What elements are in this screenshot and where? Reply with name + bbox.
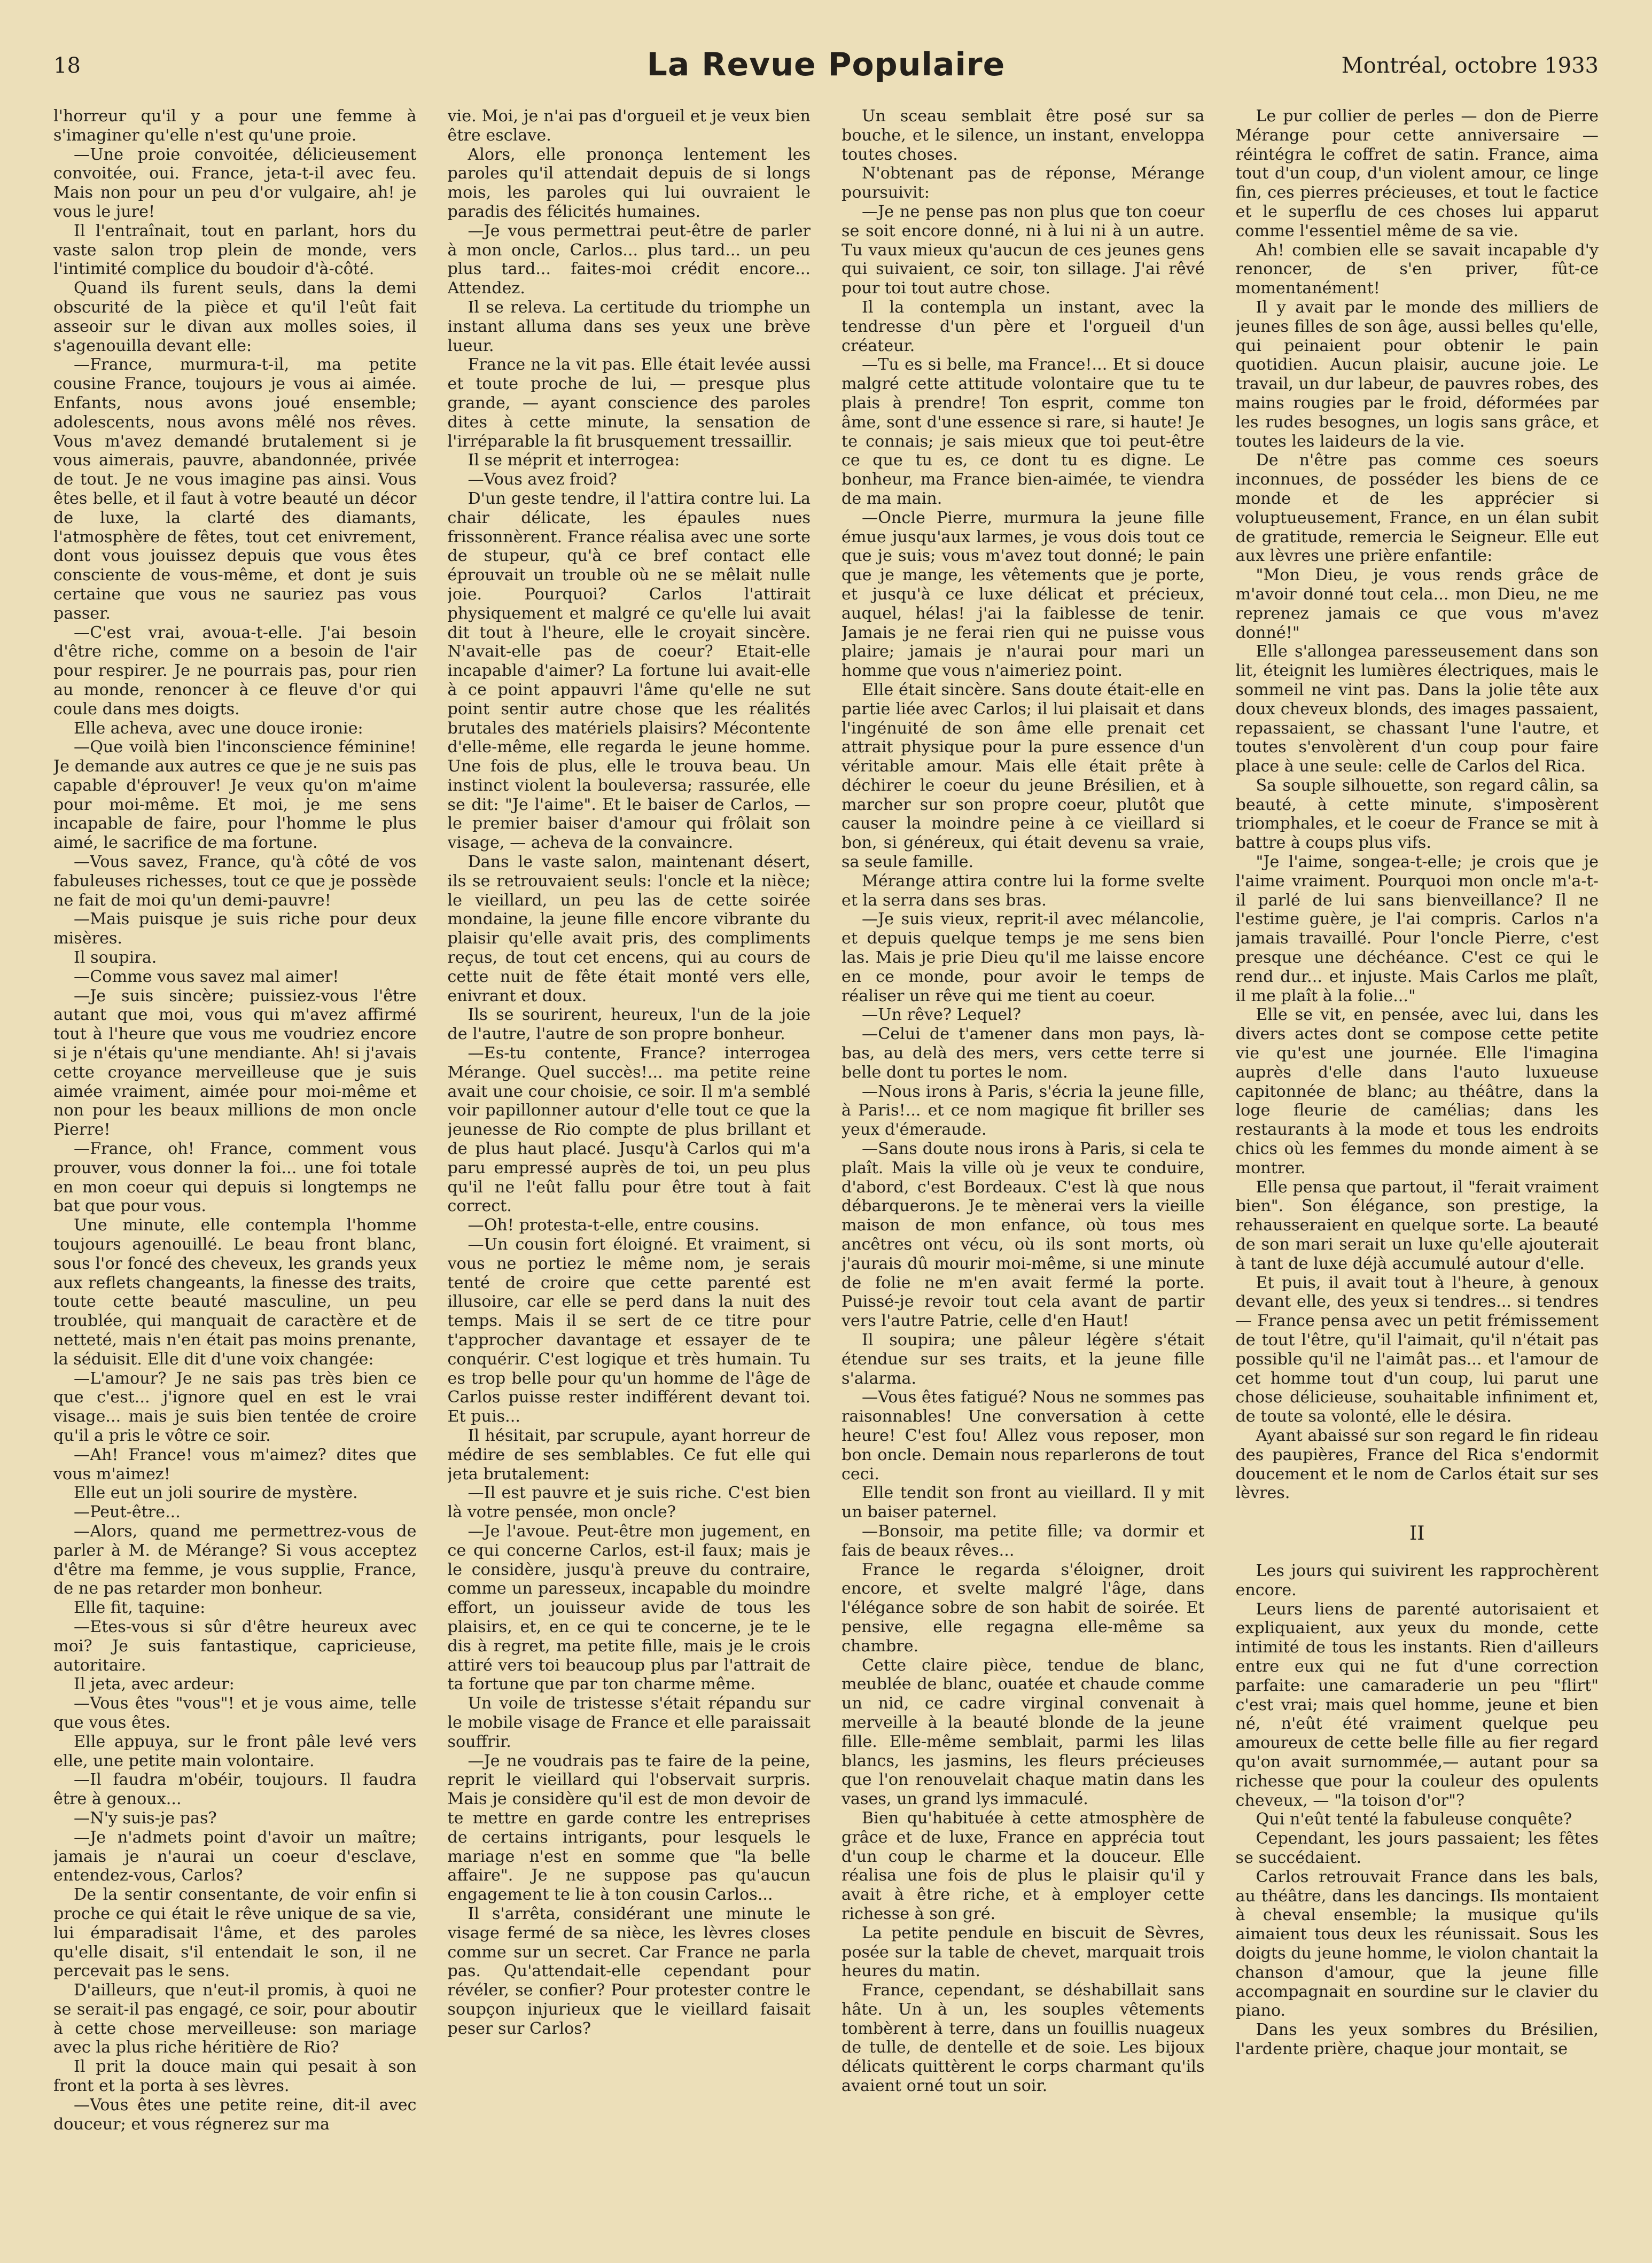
paragraph: Qui n'eût tenté la fabuleuse conquête? — [1256, 1810, 1572, 1829]
paragraph: Bien qu'habituée à cette atmosphère de grâce et de luxe, France en apprécia tout d'un coup le charme et la douceur. Elle réalisa une fois de plus le plaisir qu'il y avait à être riche, et à employer cette richesse à son gré. — [841, 1808, 1205, 1923]
paragraph: Le pur collier de perles — don de Pierre Mérange pour cette anniversaire — réintégra le coffret de satin. France, aima tout d'un coup, d'un violent amour, ce linge fin, ces pierres précieuses, et tout le factice et le superflu de ces choses lui apparut comme l'essentiel même de sa vie. — [1235, 107, 1599, 240]
paragraph: Il jeta, avec ardeur: — [74, 1675, 235, 1694]
text-column-4-part-2 — [1236, 1562, 1599, 2059]
page-number: 18 — [53, 53, 81, 78]
paragraph: Dans les yeux sombres du Brésilien, l'ardente prière, chaque jour montait, se — [1235, 2020, 1599, 2058]
paragraph: —France, murmura-t-il, ma petite cousine France, toujours je vous ai aimée. Enfants, nous avons joué ensemble; adolescents, nous avons mêlé nos rêves. Vous m'avez demandé brutalement si je vous aimerais, pauvre, abandonnée, privée de tout. Je ne vous imagine pas ainsi. Vous êtes belle, et il faut à votre beauté un décor de luxe, la clarté des diamants, l'atmosphère de fêtes, tout cet enivrement, dont vous jouissez depuis que vous êtes consciente de vous-même, et dont je suis certaine que vous ne sauriez pas vous passer. — [53, 355, 417, 623]
paragraph: Une minute, elle contempla l'homme toujours agenouillé. Le beau front blanc, sous l'or foncé des cheveux, les grands yeux aux reflets changeants, la finesse des traits, toute cette beauté masculine, un peu troublée, qui manquait de caractère et de netteté, mais n'en était pas moins prenante, la séduisit. Elle dit d'une voix changée: — [53, 1216, 417, 1369]
paragraph: Et puis, il avait tout à l'heure, à genoux devant elle, des yeux si tendres... si tendres — France pensa avec un petit frémissement de tout l'être, qu'il l'aimait, qu'il n'était pas possible qu'il ne l'aimât pas... et l'amour de cet homme tout d'un coup, lui parut une chose délicieuse, souhaitable infiniment et, de toute sa volonté, elle le désira. — [1235, 1273, 1599, 1426]
paragraph: —Comme vous savez mal aimer! — [74, 967, 339, 986]
paragraph: Il la contempla un instant, avec la tendresse d'un père et l'orgueil d'un créateur. — [841, 298, 1205, 355]
paragraph: France, cependant, se déshabillait sans hâte. Un à un, les souples vêtements tombèrent à terre, dans un fouillis nuageux de tulle, de dentelle et de soie. Les bijoux délicats quittèrent le corps charmant qu'ils avaient orné tout un soir. — [841, 1981, 1205, 2096]
paragraph: —Sans doute nous irons à Paris, si cela te plaît. Mais la ville où je veux te conduire, d'abord, c'est Bordeaux. C'est là que nous débarquerons. Je te mènerai vers la vieille maison de mon enfance, où tous mes ancêtres ont vécu, où ils sont morts, où j'aurais dû mourir moi-même, si une minute de folie ne m'en avait fermé la porte. Puissé-je revoir tout cela avant de partir vers l'autre Patrie, celle d'en Haut! — [841, 1140, 1205, 1331]
paragraph: Elle acheva, avec une douce ironie: — [74, 719, 363, 738]
paragraph: —Je suis sincère; puissiez-vous l'être autant que moi, vous qui m'avez affirmé tout à l'heure que vous me voudriez encore si je n'étais qu'une mendiante. Ah! si j'avais cette croyance merveilleuse que je suis aimée vraiment, aimée pour moi-même et non pour les beaux millions de mon oncle Pierre! — [53, 986, 417, 1140]
paragraph: De la sentir consentante, de voir enfin si proche ce qui était le rêve unique de sa vie, lui émparadisait l'âme, et des paroles qu'elle disait, s'il entendait le son, il ne percevait pas le sens. — [53, 1885, 417, 1981]
paragraph: —Il est pauvre et je suis riche. C'est bien là votre pensée, mon oncle? — [447, 1484, 811, 1522]
paragraph: Les jours qui suivirent les rapprochèrent encore. — [1235, 1561, 1599, 1599]
paragraph: France le regarda s'éloigner, droit encore, et svelte malgré l'âge, dans l'élégance sobre de son habit de soirée. Et pensive, elle regagna elle-même sa chambre. — [841, 1560, 1205, 1656]
paragraph: Carlos retrouvait France dans les bals, au théâtre, dans les dancings. Ils montaient à cheval ensemble; la musique qu'ils aimaient tous deux les réunissait. Sous les doigts du jeune homme, le violon chantait la chanson d'amour, que la jeune fille accompagnait en sourdine sur le clavier du piano. — [1235, 1867, 1599, 2020]
paragraph: Mérange attira contre lui la forme svelte et la serra dans ses bras. — [841, 871, 1205, 910]
paragraph: —Celui de t'amener dans mon pays, là-bas, au delà des mers, vers cette terre si belle dont tu portes le nom. — [841, 1025, 1205, 1082]
paragraph: —Peut-être... — [74, 1503, 181, 1522]
paragraph: —Que voilà bien l'inconscience féminine! Je demande aux autres ce que je ne suis pas capable d'éprouver! Je veux qu'on m'aime pour moi-même. Et moi, je me sens incapable de faire, pour l'homme le plus aimé, le sacrifice de ma fortune. — [53, 738, 417, 853]
text-column-1 — [53, 107, 417, 2238]
paragraph: Elle fit, taquine: — [74, 1598, 206, 1618]
paragraph: —Etes-vous si sûr d'être heureux avec moi? Je suis fantastique, capricieuse, autoritaire. — [53, 1617, 417, 1675]
paragraph: —Alors, quand me permettrez-vous de parler à M. de Mérange? Si vous acceptez d'être ma femme, je vous supplie, France, de ne pas retarder mon bonheur. — [53, 1521, 417, 1598]
paragraph: Il l'entraînait, tout en parlant, hors du vaste salon trop plein de monde, vers l'intimité complice du boudoir d'à-côté. — [53, 221, 417, 279]
paragraph: —Un rêve? Lequel? — [862, 1005, 1022, 1025]
paragraph: —L'amour? Je ne sais pas très bien ce que c'est... j'ignore quel en est le vrai visage... mais je suis bien tentée de croire qu'il a pris le vôtre ce soir. — [53, 1369, 417, 1445]
paragraph: —Nous irons à Paris, s'écria la jeune fille, à Paris!... et ce nom magique fit briller ses yeux d'émeraude. — [841, 1082, 1205, 1140]
paragraph: Ah! combien elle se savait incapable d'y renoncer, de s'en priver, fût-ce momentanément! — [1235, 240, 1599, 298]
paragraph: Dans le vaste salon, maintenant désert, ils se retrouvaient seuls: l'oncle et la nièce; le vieillard, un peu las de cette soirée mondaine, la jeune fille encore vibrante du plaisir qu'elle avait pris, des compliments reçus, de tout cet encens, qui au cours de cette nuit de fête était monté vers elle, enivrant et doux. — [447, 853, 811, 1005]
paragraph: Elle tendit son front au vieillard. Il y mit un baiser paternel. — [841, 1484, 1205, 1522]
paragraph: —Vous savez, France, qu'à côté de vos fabuleuses richesses, tout ce que je possède ne fait de moi qu'un demi-pauvre! — [53, 853, 417, 910]
paragraph: Cette claire pièce, tendue de blanc, meublée de blanc, ouatée et chaude comme un nid, ce cadre virginal convenait à merveille à la beauté blonde de la jeune fille. Elle-même semblait, parmi les lilas blancs, les jasmins, les fleurs précieuses que l'on renouvelait chaque matin dans les vases, un grand lys immaculé. — [841, 1656, 1205, 1809]
paragraph: La petite pendule en biscuit de Sèvres, posée sur la table de chevet, marquait trois heures du matin. — [841, 1923, 1205, 1981]
paragraph: Alors, elle prononça lentement les paroles qu'il attendait depuis de si longs mois, les paroles qui lui ouvraient le paradis des félicités humaines. — [447, 145, 811, 221]
page-header — [53, 46, 1599, 94]
paragraph: Elle eut un joli sourire de mystère. — [74, 1484, 358, 1503]
paragraph: —Un cousin fort éloigné. Et vraiment, si vous ne portiez le même nom, je serais tenté de croire que cette parenté est illusoire, car elle se perd dans la nuit des temps. Mais il se sert de ce titre pour t'approcher davantage et essayer de te conquérir. C'est logique et très humain. Tu es trop belle pour qu'un homme de l'âge de Carlos puisse rester indifférent devant toi. Et puis... — [447, 1235, 811, 1426]
paragraph: —Une proie convoitée, délicieusement convoitée, oui. France, jeta-t-il avec feu. Mais non pour un peu d'or vulgaire, ah! je vous le jure! — [53, 145, 417, 221]
paragraph: De n'être pas comme ces soeurs inconnues, de posséder les biens de ce monde et de les apprécier si voluptueusement, France, en un élan subit de gratitude, remercia le Seigneur. Elle eut aux lèvres une prière enfantile: — [1235, 451, 1599, 566]
paragraph: —N'y suis-je pas? — [74, 1808, 217, 1828]
paragraph: —Vous êtes "vous"! et je vous aime, telle que vous êtes. — [53, 1694, 417, 1732]
paragraph: —Je suis vieux, reprit-il avec mélancolie, et depuis quelque temps je me sens bien las. Mais je prie Dieu qu'il me laisse encore en ce monde, pour avoir le temps de réaliser un rêve qui me tient au coeur. — [841, 910, 1205, 1005]
paragraph: —Je ne voudrais pas te faire de la peine, reprit le vieillard qui l'observait surpris. Mais je considère qu'il est de mon devoir de te mettre en garde contre les entreprises de certains intrigants, pour lesquels le mariage n'est en somme que "la belle affaire". Je ne suppose pas qu'aucun engagement te lie à ton cousin Carlos... — [447, 1751, 811, 1905]
paragraph: —Oh! protesta-t-elle, entre cousins. — [467, 1216, 760, 1235]
paragraph: Il hésitait, par scrupule, ayant horreur de médire de ses semblables. Ce fut elle qui jeta brutalement: — [447, 1426, 811, 1484]
text-column-4-part-1 — [1236, 107, 1599, 1503]
paragraph: —Oncle Pierre, murmura la jeune fille émue jusqu'aux larmes, je vous dois tout ce que je suis; vous m'avez tout donné; le pain que je mange, les vêtements que je porte, et jusqu'à ce luxe délicat et précieux, auquel, hélas! j'ai la faiblesse de tenir. Jamais je ne ferai rien qui ne puisse vous plaire; jamais je n'aurai pour mari un homme que vous n'aimeriez point. — [841, 508, 1205, 681]
paragraph: N'obtenant pas de réponse, Mérange poursuivit: — [841, 164, 1205, 202]
paragraph: —Bonsoir, ma petite fille; va dormir et fais de beaux rêves... — [841, 1521, 1205, 1560]
paragraph: —Ah! France! vous m'aimez? dites que vous m'aimez! — [53, 1445, 417, 1484]
paragraph: Quand ils furent seuls, dans la demi obscurité de la pièce et qu'il l'eût fait asseoir sur le divan aux molles soies, il s'agenouilla devant elle: — [53, 279, 417, 355]
paragraph: —Je n'admets point d'avoir un maître; jamais je n'aurai un coeur d'esclave, entendez-vous, Carlos? — [53, 1828, 417, 1885]
paragraph: —Il faudra m'obéir, toujours. Il faudra être à genoux... — [53, 1770, 417, 1809]
paragraph: —Je vous permettrai peut-être de parler à mon oncle, Carlos... plus tard... un peu plus tard... faites-moi crédit encore... Attendez. — [447, 221, 811, 298]
paragraph: Elle était sincère. Sans doute était-elle en partie liée avec Carlos; il lui plaisait et dans l'ingénuité de son âme elle prenait cet attrait physique pour la pure essence d'un véritable amour. Mais elle était prête à déchirer le coeur du jeune Brésilien, et à marcher sur son propre coeur, plutôt que causer la moindre peine à ce vieillard si bon, si généreux, qui était devenu sa vraie, sa seule famille. — [841, 680, 1205, 872]
section-heading: II — [1409, 1523, 1425, 1545]
paragraph: D'un geste tendre, il l'attira contre lui. La chair délicate, les épaules nues frissonnèrent. France réalisa avec une sorte de stupeur, qu'à ce bref contact elle éprouvait un trouble où ne se mêlait nulle joie. Pourquoi? Carlos l'attirait physiquement et malgré ce qu'elle lui avait dit tout à l'heure, elle le croyait sincère. N'avait-elle pas de coeur? Etait-elle incapable d'aimer? La fortune lui avait-elle à ce point appauvri l'âme qu'elle ne sut point sentir autre chose que les réalités brutales des matériels plaisirs? Mécontente d'elle-même, elle regarda le jeune homme. Une fois de plus, elle le trouva beau. Un instinct violent la bouleversa; rassurée, elle se dit: "Je l'aime". Et le baiser de Carlos, — le premier baiser d'amour qui frôlait son visage, — acheva de la convaincre. — [447, 489, 811, 853]
text-column-3 — [841, 107, 1205, 2238]
article-columns — [53, 107, 1599, 2238]
text-column-2 — [448, 107, 811, 2238]
paragraph: Il s'arrêta, considérant une minute le visage fermé de sa nièce, les lèvres closes comme sur un secret. Car France ne parla pas. Qu'attendait-elle cependant pour révéler, se confier? Pour protester contre le soupçon injurieux que le vieillard faisait peser sur Carlos? — [447, 1904, 811, 2038]
paragraph: Un sceau semblait être posé sur sa bouche, et le silence, un instant, enveloppa toutes choses. — [841, 107, 1205, 164]
paragraph: —Es-tu contente, France? interrogea Mérange. Quel succès!... ma petite reine avait une cour choisie, ce soir. Il m'a semblé voir papillonner autour d'elle tout ce que la jeunesse de Rio compte de plus brillant et de plus haut placé. Jusqu'à Carlos qui m'a paru empressé auprès de toi, un peu plus qu'il ne l'eût fallu pour être tout à fait correct. — [447, 1044, 811, 1216]
text-column-4 — [1236, 107, 1599, 2238]
paragraph: Elle appuya, sur le front pâle levé vers elle, une petite main volontaire. — [53, 1732, 417, 1770]
paragraph: —C'est vrai, avoua-t-elle. J'ai besoin d'être riche, comme on a besoin de l'air pour respirer. Je ne pourrais pas, pour rien au monde, renoncer à ce fleuve d'or qui coule dans mes doigts. — [53, 623, 417, 719]
paragraph: Elle se vit, en pensée, avec lui, dans les divers actes dont se compose cette petite vie qu'est une journée. Elle l'imagina auprès d'elle dans l'auto luxueuse capitonnée de blanc; au théâtre, dans la loge fleurie de camélias; dans les restaurants à la mode et tous les endroits chics où les femmes du monde aiment à se montrer. — [1235, 1005, 1599, 1177]
paragraph: "Mon Dieu, je vous rends grâce de m'avoir donné tout cela... mon Dieu, ne me reprenez jamais ce que vous m'avez donné!" — [1235, 566, 1599, 642]
paragraph: —Je ne pense pas non plus que ton coeur se soit encore donné, ni à lui ni à un autre. Tu vaux mieux qu'aucun de ces jeunes gens qui suivaient, ce soir, ton sillage. J'ai rêvé pour toi tout autre chose. — [841, 202, 1205, 298]
paragraph: —France, oh! France, comment vous prouver, vous donner la foi... une foi totale en mon coeur qui depuis si longtemps ne bat que pour vous. — [53, 1140, 417, 1216]
issue-dateline: Montréal, octobre 1933 — [1341, 53, 1599, 78]
masthead-title: La Revue Populaire — [646, 46, 1006, 83]
paragraph: France ne la vit pas. Elle était levée aussi et toute proche de lui, — presque plus grande, — ayant conscience des paroles dites à cette minute, la sensation de l'irréparable la fit brusquement tressaillir. — [447, 355, 811, 451]
paragraph: —Tu es si belle, ma France!... Et si douce malgré cette attitude volontaire que tu te plais à prendre! Ton esprit, comme ton âme, sont d'une essence si rare, si haute! Je te connais; je sais mieux que toi peut-être ce que tu es, ce dont tu es digne. Le bonheur, ma France bien-aimée, te viendra de ma main. — [841, 355, 1205, 508]
paragraph: Un voile de tristesse s'était répandu sur le mobile visage de France et elle paraissait souffrir. — [447, 1694, 811, 1751]
paragraph: "Je l'aime, songea-t-elle; je crois que je l'aime vraiment. Pourquoi mon oncle m'a-t-il parlé de lui sans bienveillance? Il ne l'estime guère, je l'ai compris. Carlos n'a jamais travaillé. Pour l'oncle Pierre, c'est presque une déchéance. C'est ce qui le rend dur... et injuste. Mais Carlos me plaît, il me plaît à la folie..." — [1235, 853, 1599, 1005]
paragraph: —Vous avez froid? — [467, 470, 617, 489]
paragraph: —Vous êtes une petite reine, dit-il avec douceur; et vous régnerez sur ma — [53, 2095, 417, 2134]
paragraph: Il y avait par le monde des milliers de jeunes filles de son âge, aussi belles qu'elle, qui peinaient pour obtenir le pain quotidien. Aucun plaisir, aucune joie. Le travail, un dur labeur, de pauvres robes, des mains rougies par le froid, déformées par les rudes besognes, un logis sans grâce, et toutes les laideurs de la vie. — [1235, 298, 1599, 451]
paragraph: Il se releva. La certitude du triomphe un instant alluma dans ses yeux une brève lueur. — [447, 298, 811, 355]
paragraph: Ils se sourirent, heureux, l'un de la joie de l'autre, l'autre de son propre bonheur. — [447, 1005, 811, 1044]
paragraph: —Vous êtes fatigué? Nous ne sommes pas raisonnables! Une conversation à cette heure! C'est fou! Allez vous reposer, mon bon oncle. Demain nous reparlerons de tout ceci. — [841, 1388, 1205, 1484]
paragraph: Elle pensa que partout, il "ferait vraiment bien". Son élégance, son prestige, la rehausseraient en quelque sorte. La beauté de son mari serait un luxe qu'elle ajouterait à tant de luxe déjà accumulé autour d'elle. — [1235, 1177, 1599, 1273]
paragraph: —Je l'avoue. Peut-être mon jugement, en ce qui concerne Carlos, est-il faux; mais je le considère, jusqu'à preuve du contraire, comme un paresseux, incapable du moindre effort, un jouisseur avide de tous les plaisirs, et, en ce qui te concerne, je te le dis à regret, ma petite fille, mais je le crois attiré vers toi beaucoup plus par l'attrait de ta fortune que par ton charme même. — [447, 1521, 811, 1694]
paragraph: Elle s'allongea paresseusement dans son lit, éteignit les lumières électriques, mais le sommeil ne vint pas. Dans la jolie tête aux doux cheveux blonds, des images passaient, repassaient, se chassant l'une l'autre, et toutes s'envolèrent d'un coup pour faire place à une seule: celle de Carlos del Rica. — [1235, 642, 1599, 776]
paragraph: Sa souple silhouette, son regard câlin, sa beauté, à cette minute, s'imposèrent triomphales, et le coeur de France se mit à battre à coups plus vifs. — [1235, 776, 1599, 853]
paragraph: —Mais puisque je suis riche pour deux misères. — [53, 910, 417, 948]
paragraph: Il soupira. — [74, 948, 157, 967]
paragraph: vie. Moi, je n'ai pas d'orgueil et je veux bien être esclave. — [447, 107, 811, 145]
paragraph: Cependant, les jours passaient; les fêtes se succédaient. — [1235, 1829, 1599, 1867]
paragraph: Il soupira; une pâleur légère s'était étendue sur ses traits, et la jeune fille s'alarma. — [841, 1331, 1205, 1388]
paragraph: Il prit la douce main qui pesait à son front et la porta à ses lèvres. — [53, 2057, 417, 2096]
paragraph: Ayant abaissé sur son regard le fin rideau des paupières, France del Rica s'endormit doucement et le nom de Carlos était sur ses lèvres. — [1235, 1426, 1599, 1503]
paragraph: Il se méprit et interrogea: — [467, 451, 680, 470]
paragraph: D'ailleurs, que n'eut-il promis, à quoi ne se serait-il pas engagé, ce soir, pour aboutir à cette chose merveilleuse: son mariage avec la plus riche héritière de Rio? — [53, 1981, 417, 2057]
paragraph: Leurs liens de parenté autorisaient et expliquaient, aux yeux du monde, cette intimité de tous les instants. Rien d'ailleurs entre eux qui ne fut d'une correction parfaite: une camaraderie un peu "flirt" c'est vrai; mais quel homme, jeune et bien né, n'eût été vraiment quelque peu amoureux de cette belle fille au fier regard qu'on avait surnommée,— autant pour sa richesse que pour la couleur des opulents cheveux, — "la toison d'or"? — [1235, 1599, 1599, 1810]
paragraph: l'horreur qu'il y a pour une femme à s'imaginer qu'elle n'est qu'une proie. — [53, 107, 417, 145]
